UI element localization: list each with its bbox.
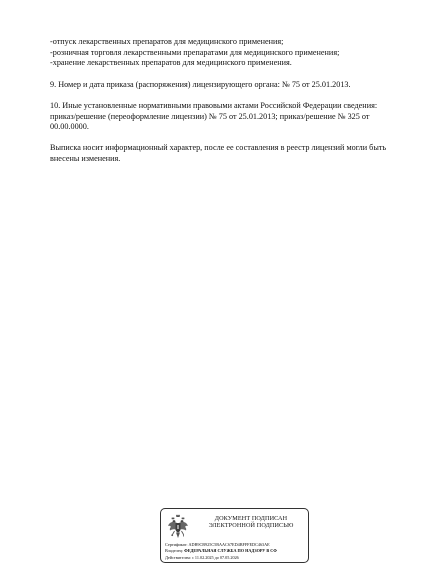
paragraph-line: 00.00.0000.: [50, 122, 89, 132]
signature-title-line: ДОКУМЕНТ ПОДПИСАН: [214, 515, 288, 522]
paragraph-line: внесены изменения.: [50, 153, 121, 163]
paragraph-line: 10. Иные установленные нормативными правовыми актами Российской Федерации сведения:: [50, 101, 378, 110]
certificate-value: ADB9CB925C5BAAC67ED4BFFFEDC463AE: [188, 542, 270, 547]
signature-details: [165, 542, 309, 561]
order-number-text: 9. Номер и дата приказа (распоряжения) лицензирующего органа: № 75 от 25.01.2013.: [50, 80, 351, 89]
signature-title-line: ЭЛЕКТРОННОЙ ПОДПИСЬЮ: [208, 522, 294, 530]
certificate-label: Сертификат:: [165, 542, 188, 547]
validity-row: Действителен: с 11.02.2025 до 07.05.2026: [165, 554, 239, 560]
owner-label: Владелец:: [165, 548, 184, 554]
activity-list: [50, 37, 420, 69]
list-item: -хранение лекарственных препаратов для медицинского применения.: [50, 58, 292, 68]
paragraph-line: Выписка носит информационный характер, после ее составления в реестр лицензий могли быть: [50, 143, 387, 152]
list-item: -отпуск лекарственных препаратов для медицинского применения;: [50, 37, 284, 46]
list-item: -розничная торговля лекарственными препаратами для медицинского применения;: [50, 47, 340, 57]
other-information-paragraph: [50, 101, 420, 133]
order-number-paragraph: [50, 80, 420, 91]
paragraph-line: приказ/решение (переоформление лицензии) № 75 от 25.01.2013; приказ/решение № 325 от: [50, 111, 370, 121]
owner-value: ФЕДЕРАЛЬНАЯ СЛУЖБА ПО НАДЗОРУ В СФ: [184, 548, 277, 554]
russian-eagle-emblem-icon: [167, 514, 189, 540]
disclaimer-paragraph: [50, 143, 420, 164]
electronic-signature-stamp: [160, 508, 309, 563]
signature-title: [197, 515, 305, 530]
